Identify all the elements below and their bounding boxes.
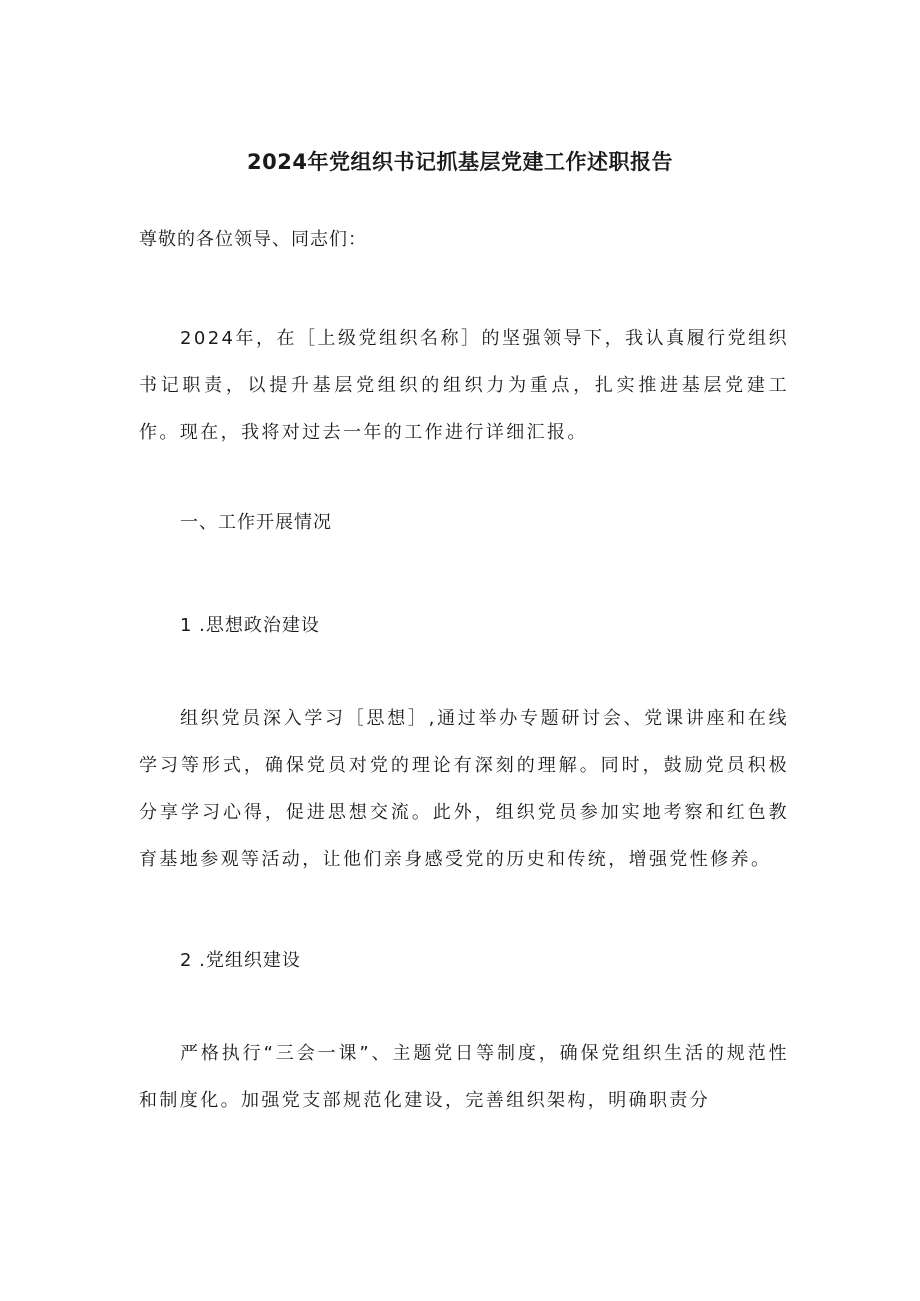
intro-paragraph: 2024年，在［上级党组织名称］的坚强领导下，我认真履行党组织书记职责，以提升基层党组织的组织力为重点，扎实推进基层党建工作。现在，我将对过去一年的工作进行详细汇报。 (139, 328, 789, 443)
ideology-paragraph: 组织党员深入学习［思想］,通过举办专题研讨会、党课讲座和在线学习等形式，确保党员对党的理论有深刻的理解。同时，鼓励党员积极分享学习心得，促进思想交流。此外，组织党员参加实地考察和红色教育基地参观等活动，让他们亲身感受党的历史和传统，增强党性修养。 (139, 708, 789, 870)
document-title: 2024年党组织书记抓基层党建工作述职报告 (247, 150, 673, 174)
subsection-heading-ideology: 1 .思想政治建设 (180, 615, 320, 636)
section-heading-work: 一、工作开展情况 (180, 512, 332, 533)
salutation: 尊敬的各位领导、同志们： (139, 229, 367, 250)
subsection-heading-organization: 2 .党组织建设 (180, 950, 301, 971)
organization-paragraph: 严格执行“三会一课”、主题党日等制度，确保党组织生活的规范性和制度化。加强党支部规范化建设，完善组织架构，明确职责分 (139, 1043, 789, 1111)
